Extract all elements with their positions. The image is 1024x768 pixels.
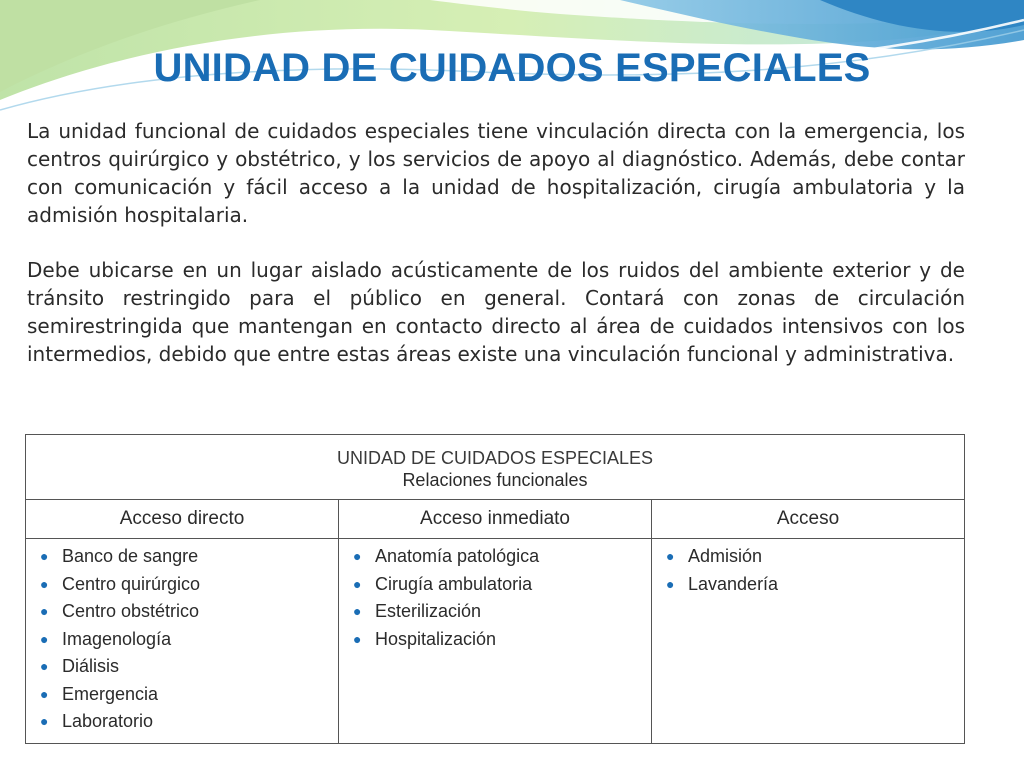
list-item: ● Centro quirúrgico [36, 571, 338, 599]
column-header-acceso-inmediato: Acceso inmediato [339, 500, 652, 539]
paragraph-2: Debe ubicarse en un lugar aislado acústicamente de los ruidos del ambiente exterior y de tránsito restringido para el público en general. Contará con zonas de circulación semirestringida que mantengan en contacto directo al área de cuidados intensivos con los intermedios, debido que entre estas áreas existe una vinculación funcional y administrativa. [27, 258, 965, 366]
list-item: ● Centro obstétrico [36, 598, 338, 626]
list-item: ● Cirugía ambulatoria [349, 571, 651, 599]
list-item: ● Imagenología [36, 626, 338, 654]
bullet-icon: ● [353, 603, 362, 619]
list-item: ● Lavandería [662, 571, 964, 599]
list-acceso-inmediato [349, 543, 651, 653]
bullet-icon: ● [353, 630, 362, 647]
bullet-icon: ● [666, 575, 675, 592]
bullet-icon: ● [666, 548, 675, 564]
list-item: ● Laboratorio [36, 708, 338, 736]
list-item: ● Admisión [662, 543, 964, 571]
bullet-icon: ● [40, 603, 49, 619]
list-item: ● Banco de sangre [36, 543, 338, 571]
paragraph-1: La unidad funcional de cuidados especiales tiene vinculación directa con la emergencia, los centros quirúrgico y obstétrico, y los servicios de apoyo al diagnóstico. Además, debe contar con comunicación y fácil acceso a la unidad de hospitalización, cirugía ambulatoria y la admisión hospitalaria. [27, 119, 965, 227]
bullet-icon: ● [353, 575, 362, 592]
list-item: ● Emergencia [36, 681, 338, 709]
bullet-icon: ● [40, 713, 49, 729]
table-title: UNIDAD DE CUIDADOS ESPECIALES [336, 448, 654, 468]
list-acceso [662, 543, 964, 598]
list-acceso-directo [36, 543, 338, 736]
bullet-icon: ● [40, 575, 49, 592]
column-header-acceso: Acceso [652, 500, 965, 539]
bullet-icon: ● [40, 685, 49, 702]
column-acceso [652, 539, 965, 744]
bullet-icon: ● [353, 548, 362, 564]
column-header-acceso-directo: Acceso directo [26, 500, 339, 539]
table-header [26, 435, 965, 500]
relations-table [25, 434, 965, 744]
list-item: ● Hospitalización [349, 626, 651, 654]
list-item: ● Diálisis [36, 653, 338, 681]
table-subtitle: Relaciones funcionales [402, 470, 588, 490]
column-acceso-inmediato [339, 539, 652, 744]
column-acceso-directo [26, 539, 339, 744]
list-item: ● Esterilización [349, 598, 651, 626]
bullet-icon: ● [40, 658, 49, 674]
list-item: ● Anatomía patológica [349, 543, 651, 571]
page-title: UNIDAD DE CUIDADOS ESPECIALES [153, 46, 871, 90]
bullet-icon: ● [40, 630, 49, 647]
bullet-icon: ● [40, 548, 49, 564]
